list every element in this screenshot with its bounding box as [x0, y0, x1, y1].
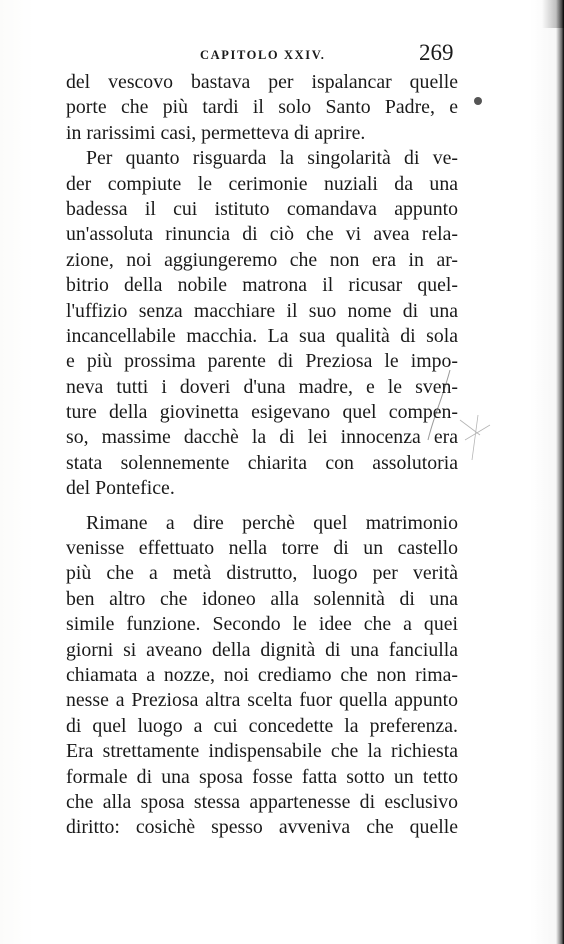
text-line: ben altro che idoneo alla solennità di una: [66, 587, 458, 610]
running-head: [66, 40, 466, 66]
text-line: badessa il cui istituto comandava appunto: [66, 197, 458, 220]
text-line: ture della giovinetta esigevano quel compen-: [66, 401, 458, 424]
text-line: di quel luogo a cui concedette la preferenza.: [66, 714, 458, 737]
spine-shadow: [556, 0, 564, 944]
text-line: simile funzione. Secondo le idee che a quei: [66, 613, 458, 636]
text-line: zione, noi aggiungeremo che non era in ar-: [66, 248, 458, 271]
text-line: più che a metà distrutto, luogo per verità: [66, 562, 458, 585]
text-line: nesse a Preziosa altra scelta fuor quella appunto: [66, 689, 458, 712]
text-line: der compiute le cerimonie nuziali da una: [66, 172, 458, 195]
text-line: bitrio della nobile matrona il ricusar quel-: [66, 274, 458, 297]
text-line: che alla sposa stessa appartenesse di esclusivo: [66, 790, 458, 813]
paragraph-start-line: Rimane a dire perchè quel matrimonio: [86, 511, 458, 534]
text-line: formale di una sposa fosse fatta sotto un tetto: [66, 765, 458, 788]
text-line: Era strettamente indispensabile che la richiesta: [66, 740, 458, 763]
text-line: venisse effettuato nella torre di un castello: [66, 537, 458, 560]
main-text: [66, 70, 458, 841]
text-line: chiamata a nozze, noi crediamo che non rima-: [66, 663, 458, 686]
text-line: stata solennemente chiarita con assolutoria: [66, 451, 458, 474]
text-line: un'assoluta rinuncia di ciò che vi avea rela-: [66, 223, 458, 246]
text-line: so, massime dacchè la di lei innocenza era: [66, 426, 458, 449]
text-line: incancellabile macchia. La sua qualità di sola: [66, 324, 458, 347]
text-line: del vescovo bastava per ispalancar quelle: [66, 71, 458, 93]
text-line: l'uffizio senza macchiare il suo nome di una: [66, 299, 458, 322]
ink-spot: [474, 97, 482, 105]
text-line: giorni si aveano della dignità di una fanciulla: [66, 638, 458, 661]
chapter-heading: CAPITOLO XXIV.: [200, 48, 326, 62]
text-line: porte che più tardi il solo Santo Padre, e: [66, 96, 458, 119]
text-line: neva tutti i doveri d'una madre, e le sven-: [66, 375, 458, 398]
corner-shadow: [542, 0, 564, 28]
text-line: diritto: cosichè spesso avveniva che quelle: [66, 816, 458, 839]
text-line: in rarissimi casi, permetteva di aprire.: [66, 121, 366, 144]
text-line: del Pontefice.: [66, 477, 175, 500]
paragraph-start-line: Per quanto risguarda la singolarità di ve-: [86, 147, 458, 170]
page-number: 269: [419, 40, 454, 65]
text-line: e più prossima parente di Preziosa le impo-: [66, 350, 458, 373]
paragraph-gap: [66, 502, 458, 511]
